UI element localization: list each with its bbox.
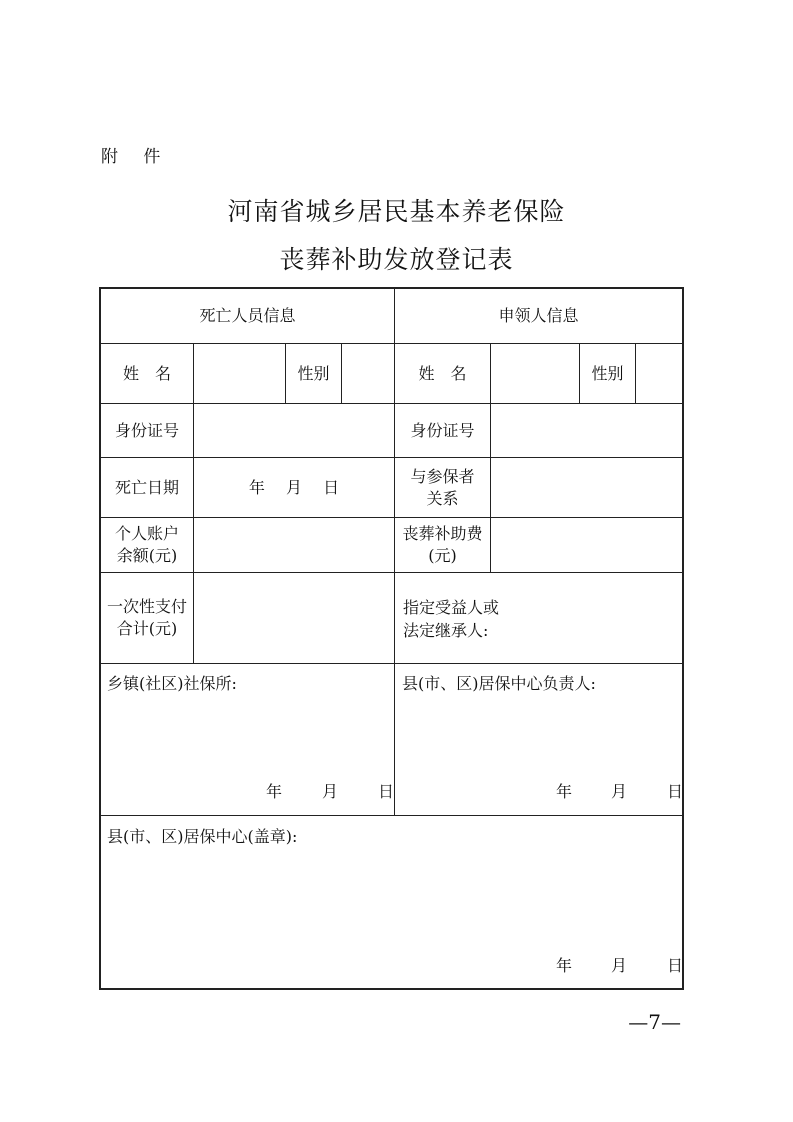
applicant-id-field[interactable] (491, 404, 682, 457)
attachment-label: 附 件 (101, 147, 171, 167)
applicant-gender-field[interactable] (636, 344, 682, 403)
beneficiary-label[interactable] (403, 596, 499, 642)
funeral-subsidy-field[interactable] (491, 518, 682, 572)
township-office-label[interactable]: 乡镇(社区)社保所: (107, 674, 237, 693)
county-head-month: 月 (611, 782, 628, 801)
beneficiary-line1: 指定受益人或 (403, 598, 500, 617)
funeral-subsidy-line1: 丧葬补助费 (402, 524, 483, 543)
relation-label-line1: 与参保者 (410, 466, 475, 486)
seal-month: 月 (611, 956, 628, 975)
registration-form-table (99, 287, 684, 990)
relation-label (395, 458, 490, 517)
page-number: —7— (628, 1010, 681, 1034)
row-divider (101, 663, 682, 664)
deceased-gender-field[interactable] (342, 344, 394, 403)
county-head-day: 日 (667, 782, 684, 801)
deceased-gender-label: 性别 (297, 363, 330, 383)
deceased-name-field[interactable] (194, 344, 285, 403)
death-date-label: 死亡日期 (114, 477, 179, 497)
account-balance-field[interactable] (194, 518, 394, 572)
seal-day: 日 (667, 956, 684, 975)
county-head-year: 年 (556, 782, 573, 801)
beneficiary-line2: 法定继承人: (403, 621, 489, 640)
county-head-label[interactable]: 县(市、区)居保中心负责人: (402, 674, 596, 693)
total-payment-line1: 一次性支付 (106, 597, 187, 616)
section-applicant-header: 申领人信息 (498, 306, 579, 325)
township-year: 年 (266, 782, 283, 801)
township-month: 月 (322, 782, 339, 801)
relation-field[interactable] (491, 458, 682, 517)
total-payment-label (101, 573, 193, 663)
applicant-name-label: 姓 名 (418, 363, 467, 383)
seal-year: 年 (556, 956, 573, 975)
death-date-field[interactable]: 年 月 日 (248, 477, 340, 497)
funeral-subsidy-line2: (元) (428, 546, 457, 565)
relation-label-line2: 关系 (426, 488, 459, 508)
section-deceased-header: 死亡人员信息 (199, 306, 296, 325)
funeral-subsidy-label (395, 518, 490, 572)
total-payment-line2: 合计(元) (116, 619, 178, 638)
applicant-gender-label: 性别 (591, 363, 624, 383)
applicant-id-label: 身份证号 (410, 420, 475, 440)
county-seal-label[interactable]: 县(市、区)居保中心(盖章): (107, 827, 298, 846)
account-balance-label (101, 518, 193, 572)
deceased-id-field[interactable] (194, 404, 394, 457)
form-title-line2: 丧葬补助发放登记表 (279, 245, 514, 274)
deceased-id-label: 身份证号 (114, 420, 179, 440)
total-payment-field[interactable] (194, 573, 394, 663)
row-divider (101, 815, 682, 816)
deceased-name-label: 姓 名 (122, 363, 171, 383)
applicant-name-field[interactable] (491, 344, 579, 403)
form-title-line1: 河南省城乡居民基本养老保险 (227, 197, 566, 226)
township-day: 日 (378, 782, 395, 801)
account-balance-line2: 余额(元) (116, 546, 178, 565)
account-balance-line1: 个人账户 (114, 524, 179, 543)
